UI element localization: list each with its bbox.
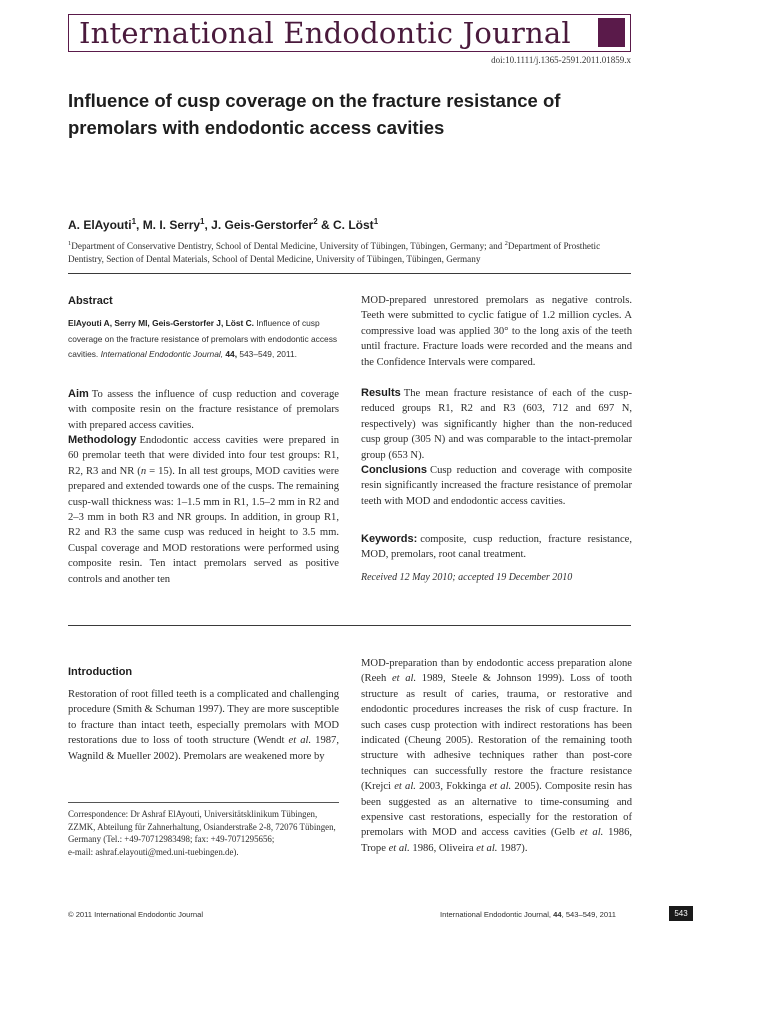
intro-text: 1987).	[497, 842, 528, 854]
abstract-methodology	[68, 433, 339, 587]
citation-title: Influence of cusp coverage on the fracture resistance of premolars with endodontic access cavities.	[68, 318, 338, 360]
abstract-conclusions	[361, 463, 632, 509]
journal-logo-square	[598, 18, 625, 47]
conclusions-label: Conclusions	[361, 464, 428, 476]
section-divider	[68, 273, 631, 274]
introduction-left-column	[68, 687, 339, 764]
intro-text: 1989, Steele & Johnson 1999). Loss of tooth structure as result of caries, trauma, or restorative and endodontic procedures increases the risk of cusp fracture. In such cases cusp protection with indirect restorations has been indicated (Cheung 2005). Restoration of the remaining tooth structure with adhesive techniques rather than post-core techniques can successfully restore the fracture resistance (Krejci	[361, 673, 632, 793]
et-al: et al.	[288, 735, 312, 747]
correspondence-text: Correspondence: Dr Ashraf ElAyouti, Universitätsklinikum Tübingen, ZZMK, Abteilung für Zahnerhaltung, Osianderstraße 2-8, 72076 Tübingen, Germany (Tel.: +49-70712983498; fax: +49-7071295656;	[68, 809, 336, 845]
affiliation-1: Department of Conservative Dentistry, School of Dental Medicine, University of Tübingen, Tübingen, Germany; and	[71, 241, 505, 252]
affiliation-2: Department of Prosthetic Dentistry, Section of Dental Materials, School of Dental Medicine, University of Tübingen, Tübingen, Germany	[68, 241, 601, 265]
footer-citation	[440, 910, 616, 919]
abstract-continuation: MOD-prepared unrestored premolars as negative controls. Teeth were submitted to cyclic fatigue of 1.2 million cycles. A compressive load was applied 30° to the long axis of the teeth until fracture. Fracture loads were recorded and the means and the Confidence Intervals were compared.	[361, 295, 632, 368]
results-label: Results	[361, 387, 401, 399]
et-al: et al.	[489, 781, 512, 793]
aim-text: To assess the influence of cusp reduction and coverage with composite resin on the fracture resistance of premolars with prepared access cavities.	[68, 389, 339, 431]
results-text: The mean fracture resistance of each of the cusp-reduced groups R1, R2 and R3 (603, 712 and 697 N, respectively) was significantly higher than the non-reduced cusp group (305 N) and was comparable to the intact-premolar group (653 N).	[361, 388, 632, 461]
author-list: A. ElAyouti$^1$, M. I. Serry$^1$, J. Geis-Gerstorfer$^2$ & C. Löst$^1$	[68, 217, 379, 232]
intro-text: 1986, Oliveira	[409, 842, 477, 854]
intro-text: 2005). Composite resin has been suggested as an alternative to time-consuming and expensive cast restorations, especially for the restoration of premolars with MOD and access cavities (Gelb	[361, 781, 632, 839]
abstract-heading: Abstract	[68, 295, 113, 307]
affiliation-marker: 2	[313, 217, 318, 226]
et-al: et al.	[579, 827, 604, 839]
introduction-heading: Introduction	[68, 666, 133, 678]
abstract-results	[361, 386, 632, 463]
citation-volume: 44,	[225, 349, 238, 360]
intro-text: Restoration of root filled teeth is a complicated and challenging procedure (Smith & Schuman 1997). They are more susceptible to fracture than intact teeth, especially premolars with MOD restorations due to loss of tooth structure (Wendt	[68, 689, 339, 747]
author-name[interactable]: M. I. Serry	[142, 218, 201, 232]
article-title: Influence of cusp coverage on the fracture resistance of premolars with endodontic access cavities	[68, 90, 561, 138]
introduction-right-column	[361, 656, 632, 856]
conclusions-text: Cusp reduction and coverage with composite resin significantly increased the fracture resistance of premolar teeth with MOD and endodontic access cavities.	[361, 465, 632, 507]
et-al: et al.	[388, 842, 410, 854]
keywords-text: composite, cusp reduction, fracture resistance, MOD, premolars, root canal treatment.	[361, 534, 632, 561]
citation-journal: International Endodontic Journal,	[100, 349, 224, 360]
methodology-label: Methodology	[68, 434, 137, 446]
abstract-aim	[68, 387, 339, 433]
affiliations	[68, 237, 638, 266]
methodology-n: n	[140, 465, 147, 477]
author-name[interactable]: J. Geis-Gerstorfer	[211, 218, 314, 232]
keywords	[361, 532, 632, 563]
journal-name: International Endodontic Journal	[79, 16, 571, 50]
received-dates: Received 12 May 2010; accepted 19 December 2010	[361, 572, 573, 583]
affiliation-marker: 1	[131, 217, 137, 226]
footer-journal: International Endodontic Journal,	[440, 910, 554, 919]
citation-authors: ElAyouti A, Serry MI, Geis-Gerstorfer J, Löst C.	[68, 318, 254, 328]
et-al: et al.	[476, 842, 498, 854]
section-divider	[68, 625, 631, 626]
methodology-text: = 15). In all test groups, MOD cavities were prepared and extended towards one of the cusps. The remaining cusp-wall thickness was: 1–1.5 mm in R1, 1.5–2 mm in R2 and 2–3 mm in both R3 and NR groups. In addition, in group R1, R2 and R3 the same cusp was reduced in height to 3.5 mm. Cuspal coverage and MOD restorations were performed using composite resin. Ten intact premolars served as positive controls and another ten	[68, 465, 339, 585]
intro-text: MOD-preparation than by endodontic access preparation alone (Reeh	[361, 658, 632, 685]
affiliation-number: 1	[68, 240, 72, 247]
affiliation-number: 2	[504, 240, 508, 247]
aim-label: Aim	[68, 388, 89, 400]
journal-banner	[68, 14, 631, 52]
footer-pages: , 543–549, 2011	[561, 910, 616, 919]
author-name[interactable]: C. Löst	[333, 218, 374, 232]
correspondence-note	[68, 808, 343, 858]
intro-text: 1986, Trope	[361, 827, 633, 854]
footnote-divider	[68, 802, 339, 803]
intro-text: 1987, Wagnild & Mueller 2002). Premolars are weakened more by	[68, 735, 340, 762]
methodology-text: Endodontic access cavities were prepared in 60 premolar teeth that were divided into four test groups: R1, R2, R3 and NR (	[68, 435, 339, 477]
doi[interactable]: doi:10.1111/j.1365-2591.2011.01859.x	[491, 55, 631, 65]
affiliation-marker: 1	[373, 217, 379, 226]
citation-pages: 543–549, 2011.	[239, 349, 297, 360]
author-name[interactable]: A. ElAyouti	[68, 218, 132, 232]
correspondence-email[interactable]: e-mail: ashraf.elayouti@med.uni-tuebingen.de).	[68, 846, 239, 857]
intro-text: 2003, Fokkinga	[415, 781, 490, 793]
et-al: et al.	[394, 781, 416, 793]
page-number: 543	[669, 906, 693, 921]
footer-volume: 44	[553, 910, 562, 919]
keywords-label: Keywords:	[361, 533, 418, 545]
et-al: et al.	[391, 673, 417, 685]
abstract-citation	[68, 316, 339, 363]
affiliation-marker: 1	[200, 217, 205, 226]
footer-copyright: © 2011 International Endodontic Journal	[68, 910, 204, 919]
